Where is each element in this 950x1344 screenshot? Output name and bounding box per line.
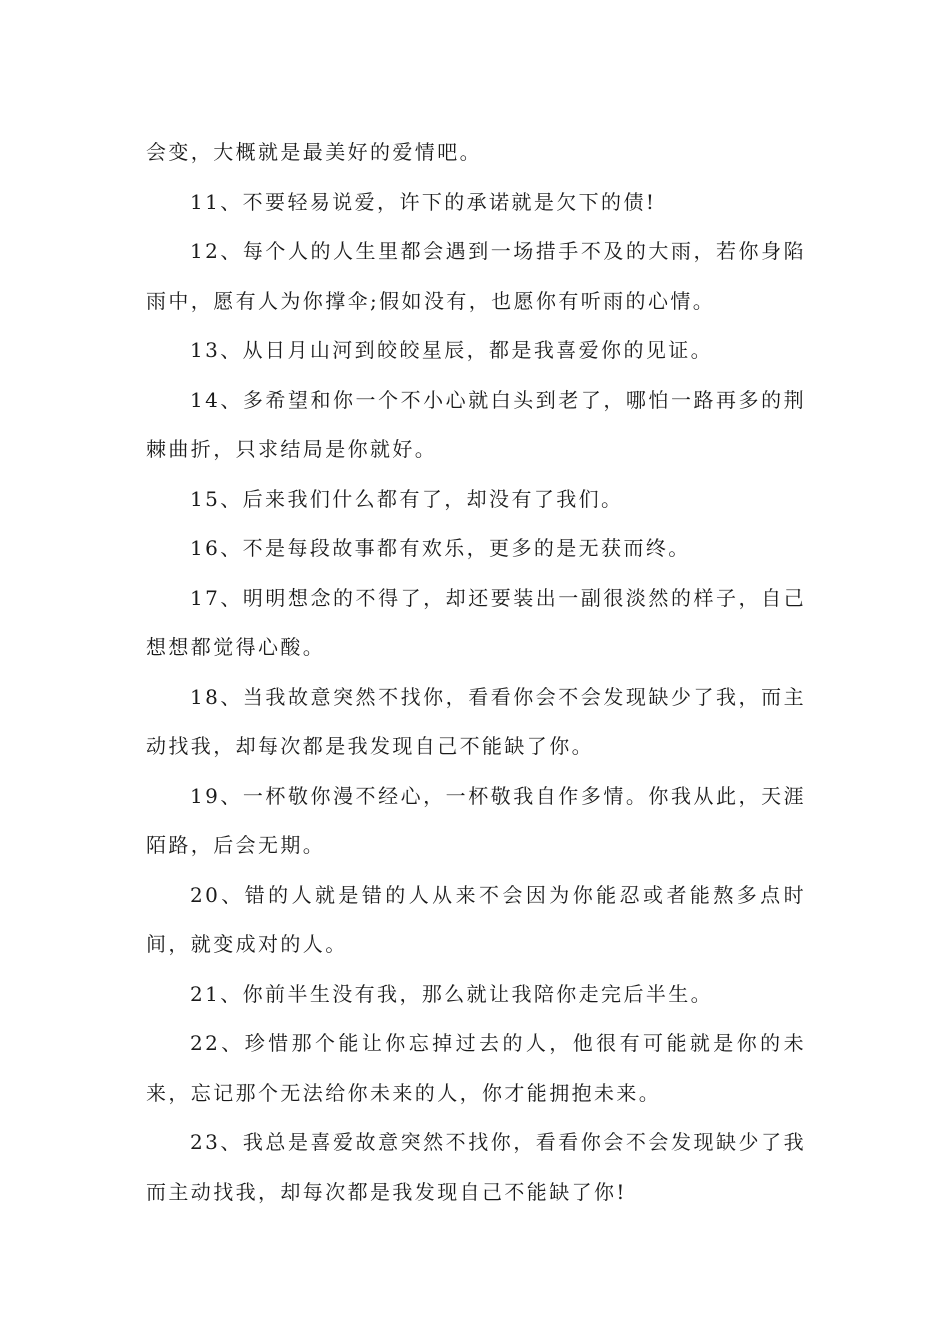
- paragraph-13: 13、从日月山河到皎皎星辰，都是我喜爱你的见证。: [190, 338, 714, 362]
- paragraph-12: 12、每个人的人生里都会遇到一场措手不及的大雨，若你身陷雨中，愿有人为你撑伞;假如没有，也愿你有听雨的心情。: [146, 239, 806, 313]
- paragraph-19: 19、一杯敬你漫不经心，一杯敬我自作多情。你我从此，天涯陌路，后会无期。: [146, 783, 806, 857]
- paragraph-16: 16、不是每段故事都有欢乐，更多的是无获而终。: [190, 536, 691, 560]
- paragraph-21: 21、你前半生没有我，那么就让我陪你走完后半生。: [190, 981, 714, 1006]
- paragraph-17: 17、明明想念的不得了，却还要装出一副很淡然的样子，自己想想都觉得心酸。: [146, 585, 806, 659]
- paragraph-11: 11、不要轻易说爱，许下的承诺就是欠下的债!: [190, 189, 657, 214]
- paragraph-continuation: 会变，大概就是最美好的爱情吧。: [146, 140, 482, 164]
- paragraph-18: 18、当我故意突然不找你，看看你会不会发现缺少了我，而主动找我，却每次都是我发现自己不能缺了你。: [146, 684, 806, 758]
- paragraph-15: 15、后来我们什么都有了，却没有了我们。: [190, 486, 624, 511]
- document-page: [146, 128, 806, 1217]
- paragraph-23: 23、我总是喜爱故意突然不找你，看看你会不会发现缺少了我而主动找我，却每次都是我发现自己不能缺了你!: [146, 1130, 806, 1204]
- paragraph-14: 14、多希望和你一个不小心就白头到老了，哪怕一路再多的荆棘曲折，只求结局是你就好。: [146, 387, 806, 461]
- paragraph-22: 22、珍惜那个能让你忘掉过去的人，他很有可能就是你的未来，忘记那个无法给你未来的人，你才能拥抱未来。: [146, 1031, 806, 1105]
- paragraph-20: 20、错的人就是错的人从来不会因为你能忍或者能熬多点时间，就变成对的人。: [146, 882, 806, 956]
